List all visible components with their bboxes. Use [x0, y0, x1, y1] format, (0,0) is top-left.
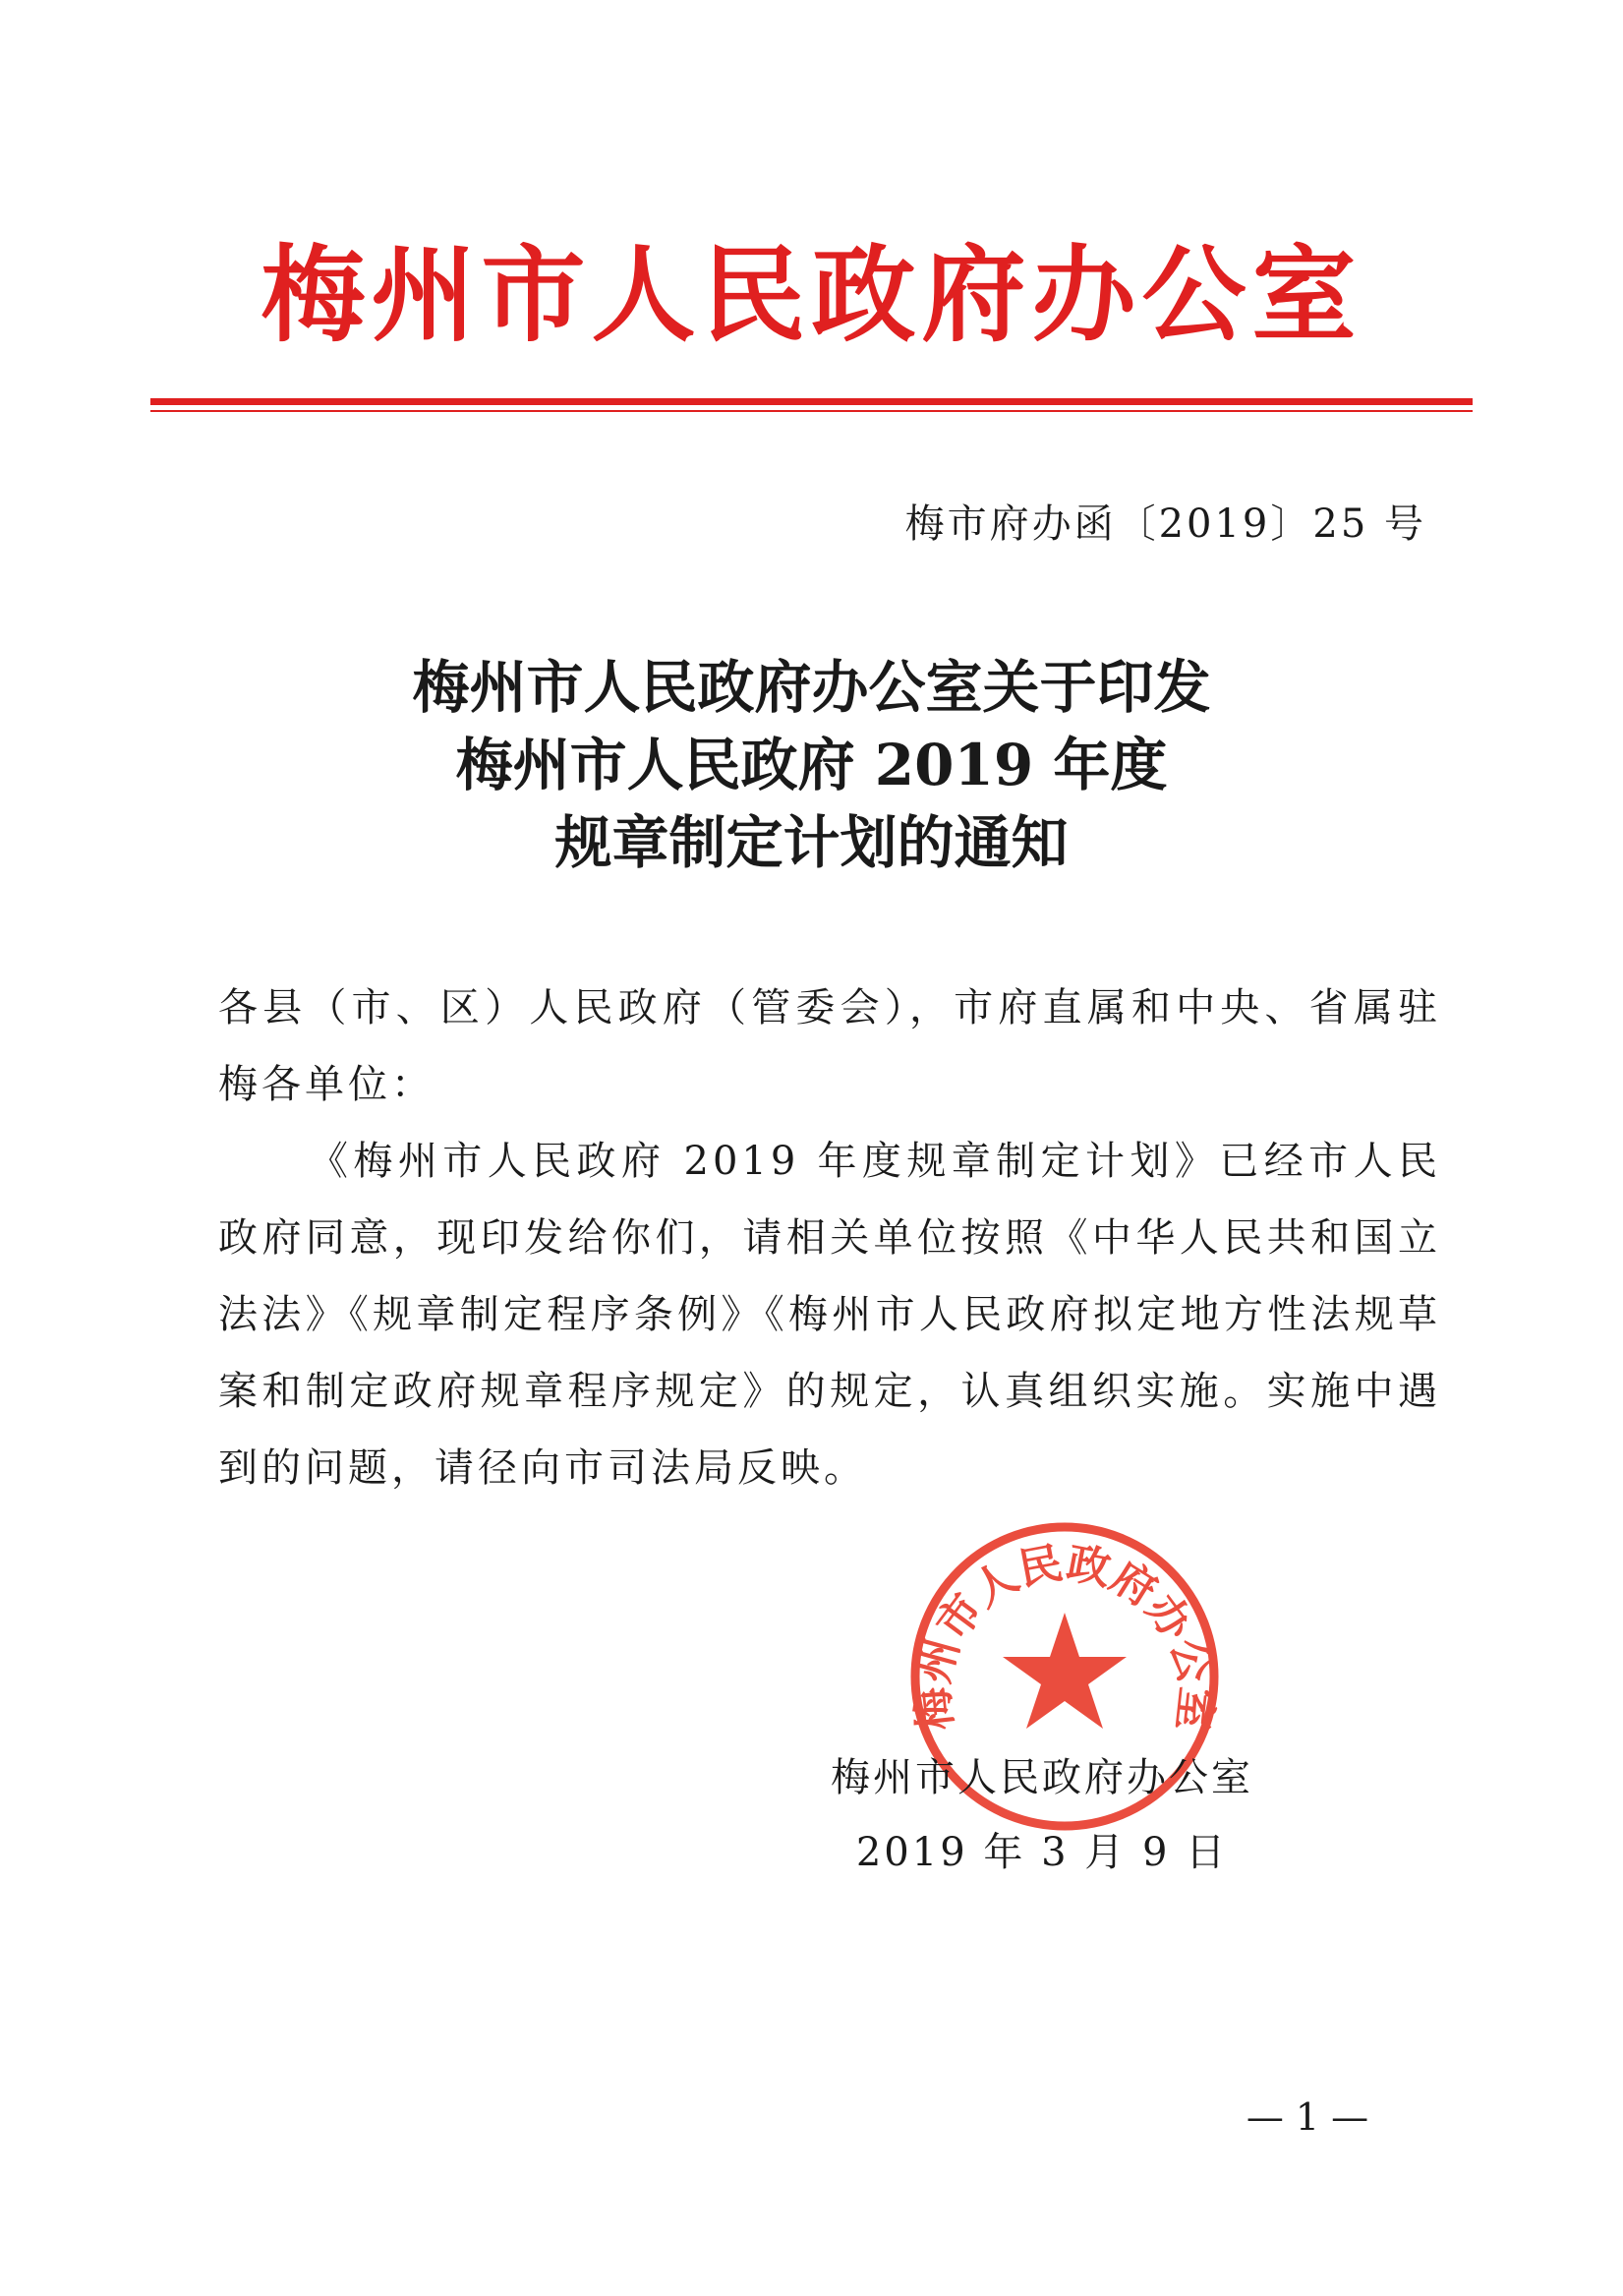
page-number: — 1 —: [1246, 2095, 1369, 2139]
masthead-divider-thick: [150, 398, 1473, 405]
signing-date: 2019 年 3 月 9 日: [855, 1830, 1229, 1875]
document-number: 梅市府办函〔2019〕25 号: [904, 501, 1426, 547]
document-title: [147, 649, 1476, 882]
title-line-3: 规章制定计划的通知: [554, 809, 1069, 876]
signature-block: [688, 1740, 1396, 1890]
document-body: [218, 970, 1441, 1506]
signing-organization: 梅州市人民政府办公室: [831, 1755, 1253, 1800]
masthead-divider-thin: [150, 410, 1473, 412]
title-line-1: 梅州市人民政府办公室关于印发: [412, 654, 1211, 721]
seal-text: 梅州市人民政府办公室: [907, 1538, 1222, 1734]
seal-star-icon: [1003, 1613, 1127, 1729]
issuer-masthead: 梅州市人民政府办公室: [261, 233, 1362, 356]
addressee: 各县（市、区）人民政府（管委会），市府直属和中央、省属驻梅各单位：: [218, 985, 1441, 1107]
title-line-2: 梅州市人民政府 2019 年度: [455, 732, 1168, 798]
body-paragraph: 《梅州市人民政府 2019 年度规章制定计划》已经市人民政府同意，现印发给你们，请相关单位按照《中华人民共和国立法法》《规章制定程序条例》《梅州市人民政府拟定地方性法规草案和制定政府规章程序规定》的规定，认真组织实施。实施中遇到的问题，请径向市司法局反映。: [218, 1139, 1441, 1491]
